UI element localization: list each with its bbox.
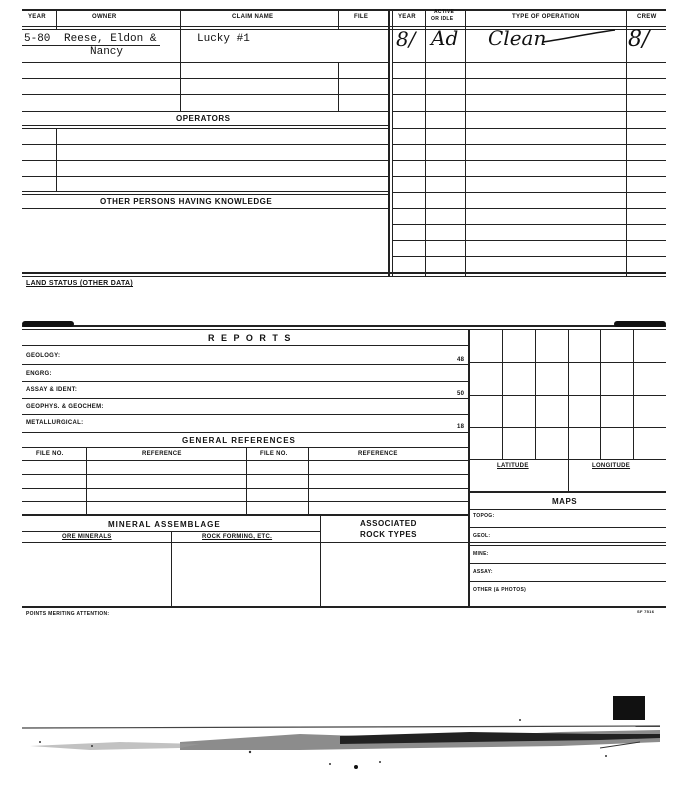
entry-underline xyxy=(22,45,160,46)
report-geophys: GEOPHYS. & GEOCHEM: xyxy=(26,404,104,410)
latitude-label: LATITUDE xyxy=(497,463,529,469)
operators-top-rule xyxy=(22,111,388,112)
top-block-bottom-2 xyxy=(22,276,666,277)
coord-col xyxy=(568,329,569,491)
maps-top xyxy=(468,491,666,493)
right-row xyxy=(392,62,666,63)
right-row xyxy=(392,192,666,193)
report-geology-code: 48 xyxy=(457,357,465,363)
header-crew: CREW xyxy=(637,14,657,20)
top-block-bottom xyxy=(22,272,666,274)
maps-mine: MINE: xyxy=(473,551,489,557)
right-row xyxy=(392,160,666,161)
rock-types-label: ROCK TYPES xyxy=(360,530,418,539)
mineral-rule-2 xyxy=(22,542,666,543)
header-file: FILE xyxy=(354,14,369,20)
hand-status: Ad xyxy=(431,26,459,50)
right-row xyxy=(392,208,666,209)
hand-operation: Clean xyxy=(488,26,547,50)
genref-file-no-2: FILE NO. xyxy=(260,451,288,457)
scan-mark-right xyxy=(614,321,666,327)
genref-col xyxy=(86,447,87,515)
genref-col xyxy=(246,447,247,515)
form-number: SF 7516 xyxy=(637,609,655,614)
coord-row xyxy=(468,427,666,428)
longitude-label: LONGITUDE xyxy=(592,463,631,469)
right-row xyxy=(392,176,666,177)
report-metallurgical-code: 18 xyxy=(457,424,465,430)
genref-row xyxy=(22,488,468,489)
reports-title-rule xyxy=(22,345,468,346)
right-row xyxy=(392,256,666,257)
operators-row xyxy=(22,144,388,145)
genref-bottom xyxy=(22,514,468,516)
report-rule xyxy=(22,432,468,433)
coord-col xyxy=(600,329,601,459)
report-rule xyxy=(22,381,468,382)
associated-label: ASSOCIATED xyxy=(360,519,417,528)
right-row xyxy=(392,94,666,95)
operators-rule-2 xyxy=(22,128,388,129)
right-row xyxy=(392,240,666,241)
genref-rule xyxy=(22,447,468,448)
header-active: ACTIVE xyxy=(434,9,455,15)
report-rule xyxy=(22,398,468,399)
report-engrg: ENGRG: xyxy=(26,371,52,377)
coord-col xyxy=(502,329,503,459)
mineral-col xyxy=(171,531,172,606)
reports-band-line xyxy=(22,325,666,327)
coord-row xyxy=(468,459,666,460)
maps-topog: TOPOG: xyxy=(473,513,495,519)
header-year: YEAR xyxy=(28,14,46,20)
ore-minerals-label: ORE MINERALS xyxy=(62,534,112,540)
operators-row xyxy=(22,176,388,177)
report-assay: ASSAY & IDENT: xyxy=(26,387,78,393)
general-references-title: GENERAL REFERENCES xyxy=(182,436,296,445)
hand-crew: 8/ xyxy=(628,27,650,52)
reports-top xyxy=(22,329,666,330)
land-status-label: LAND STATUS (OTHER DATA) xyxy=(26,280,134,287)
other-persons-top xyxy=(22,194,388,195)
col-divider xyxy=(465,9,466,277)
genref-row xyxy=(22,501,468,502)
other-persons-rule xyxy=(22,208,388,209)
right-row xyxy=(392,128,666,129)
report-rule xyxy=(22,364,468,365)
row-rule xyxy=(22,62,388,63)
coord-row xyxy=(468,362,666,363)
maps-rule xyxy=(468,509,666,510)
right-row xyxy=(392,144,666,145)
maps-geol: GEOL: xyxy=(473,533,491,539)
maps-rule xyxy=(468,527,666,528)
mineral-col xyxy=(320,515,321,606)
col-divider xyxy=(338,9,339,29)
reports-bottom xyxy=(22,606,666,608)
report-assay-code: 50 xyxy=(457,391,465,397)
maps-assay: ASSAY: xyxy=(473,569,493,575)
coord-col xyxy=(535,329,536,459)
genref-reference-1: REFERENCE xyxy=(142,451,182,457)
genref-row xyxy=(22,474,468,475)
hand-stroke xyxy=(540,28,620,48)
header-claim-name: CLAIM NAME xyxy=(232,14,274,20)
col-divider xyxy=(56,9,57,29)
reports-right-border xyxy=(468,329,470,606)
scan-noise-band xyxy=(0,690,678,780)
report-metallurgical: METALLURGICAL: xyxy=(26,420,84,426)
operators-row xyxy=(22,191,388,192)
entry-owner-line2: Nancy xyxy=(90,46,124,58)
maps-other: OTHER (& PHOTOS) xyxy=(473,587,527,593)
other-persons-title: OTHER PERSONS HAVING KNOWLEDGE xyxy=(100,197,273,206)
center-divider xyxy=(388,9,390,277)
row-rule xyxy=(22,94,388,95)
reports-title: R E P O R T S xyxy=(208,333,293,343)
operators-title: OPERATORS xyxy=(176,114,231,123)
header-bottom-rule xyxy=(22,26,666,27)
col-divider xyxy=(626,9,627,277)
right-row xyxy=(392,111,666,112)
right-row xyxy=(392,224,666,225)
genref-file-no-1: FILE NO. xyxy=(36,451,64,457)
right-row xyxy=(392,78,666,79)
scan-mark-left xyxy=(22,321,74,327)
coord-col xyxy=(633,329,634,459)
header-or-idle: OR IDLE xyxy=(431,16,454,22)
col-divider xyxy=(180,9,181,112)
genref-rule xyxy=(22,460,468,461)
header-year-2: YEAR xyxy=(398,14,416,20)
entry-claim: Lucky #1 xyxy=(197,33,250,45)
col-divider xyxy=(338,62,339,112)
center-divider-2 xyxy=(392,9,393,277)
entry-owner-line1: Reese, Eldon & xyxy=(64,33,157,45)
maps-title: MAPS xyxy=(552,497,578,506)
points-meriting-attention: POINTS MERITING ATTENTION: xyxy=(26,611,110,617)
row-rule xyxy=(22,78,388,79)
col-divider xyxy=(425,9,426,277)
header-type-of-operation: TYPE OF OPERATION xyxy=(512,14,580,20)
operators-rule xyxy=(22,125,388,126)
report-rule xyxy=(22,414,468,415)
mineral-assemblage-title: MINERAL ASSEMBLAGE xyxy=(108,520,221,529)
maps-rule xyxy=(468,563,666,564)
report-geology: GEOLOGY: xyxy=(26,353,61,359)
header-owner: OWNER xyxy=(92,14,117,20)
genref-col xyxy=(308,447,309,515)
maps-rule xyxy=(468,545,666,546)
genref-reference-2: REFERENCE xyxy=(358,451,398,457)
operators-row xyxy=(22,160,388,161)
maps-rule xyxy=(468,581,666,582)
entry-year: 5-80 xyxy=(24,33,51,45)
coord-row xyxy=(468,395,666,396)
rock-forming-label: ROCK FORMING, ETC. xyxy=(202,534,273,540)
top-border xyxy=(22,9,666,11)
hand-year: 8/ xyxy=(396,27,416,51)
